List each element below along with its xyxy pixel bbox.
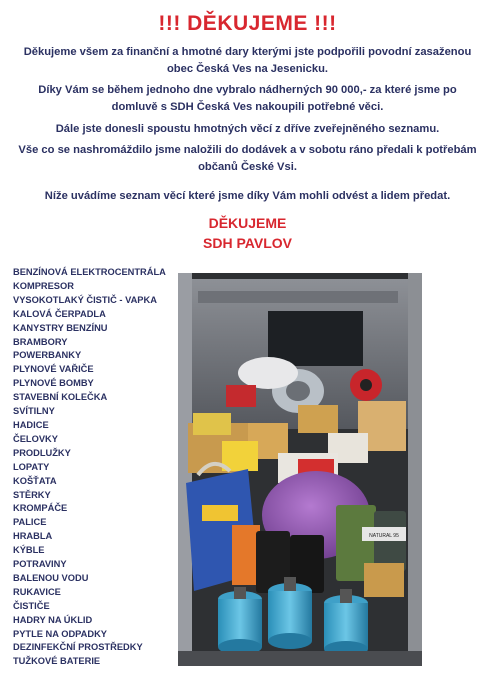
list-item: KALOVÁ ČERPADLA [13,308,106,319]
donated-items-list [13,266,166,669]
list-item: LOPATY [13,461,50,472]
list-item: ČISTIČE [13,600,50,611]
list-item: STAVEBNÍ KOLEČKA [13,392,108,403]
canister-label: NATURAL 95 [369,533,399,539]
thanks-heading: DĚKUJEME [208,215,287,231]
list-item: KROMPÁČE [13,503,68,514]
list-item: PRODLUŽKY [13,447,71,458]
list-item: DEZINFEKČNÍ PROSTŘEDKY [13,642,143,653]
list-item: TUŽKOVÉ BATERIE [13,656,101,667]
list-item: BALENOU VODU [13,572,89,583]
list-item: POWERBANKY [13,350,82,361]
list-item: KOŠŤATA [13,475,57,486]
van-cargo-photo [178,273,422,666]
list-item: STĚRKY [13,489,51,500]
list-item: RUKAVICE [13,586,61,597]
intro-paragraph-material: Dále jste donesli spoustu hmotných věcí z dříve zveřejněného seznamu. [55,123,440,135]
list-item: PYTLE NA ODPADKY [13,628,108,639]
intro-paragraph-donations: Děkujeme všem za finanční a hmotné dary kterými jste podpořili povodní zasaženou obec Česká Ves na Jesenicku. [23,46,472,75]
list-item: KÝBLE [13,545,45,556]
list-item: PLYNOVÉ VAŘIČE [13,364,94,375]
list-item: SVÍTILNY [13,406,55,417]
list-item: POTRAVINY [13,559,67,570]
list-item: VYSOKOTLAKÝ ČISTIČ - VAPKA [13,294,157,305]
van-cargo-illustration [178,273,422,666]
list-item: HADRY NA ÚKLID [13,614,93,625]
list-item: HADICE [13,419,49,430]
list-item: KOMPRESOR [13,280,74,291]
list-item: BENZÍNOVÁ ELEKTROCENTRÁLA [13,267,166,277]
intro-paragraph-collected: Díky Vám se během jednoho dne vybralo nádherných 90 000,- za které jsme po domluvě s SDH Česká Ves nakoupili potřebné věci. [38,84,457,113]
intro-paragraph-list-note: Níže uvádíme seznam věcí které jsme díky Vám mohli odvést a lidem předat. [44,190,451,202]
list-item: ČELOVKY [13,433,58,444]
intro-paragraph-delivery: Vše co se nashromáždilo jsme naložili do dodávek a v sobotu ráno předali k potřebám občanů České Vsi. [18,144,477,173]
page-title: !!! DĚKUJEME !!! [158,12,337,35]
thanks-signature: SDH PAVLOV [203,235,292,251]
list-item: PALICE [13,517,47,528]
list-item: KANYSTRY BENZÍNU [13,322,108,333]
list-item: BRAMBORY [13,336,68,347]
list-item: HRABLA [13,531,53,542]
list-item: PLYNOVÉ BOMBY [13,378,94,389]
